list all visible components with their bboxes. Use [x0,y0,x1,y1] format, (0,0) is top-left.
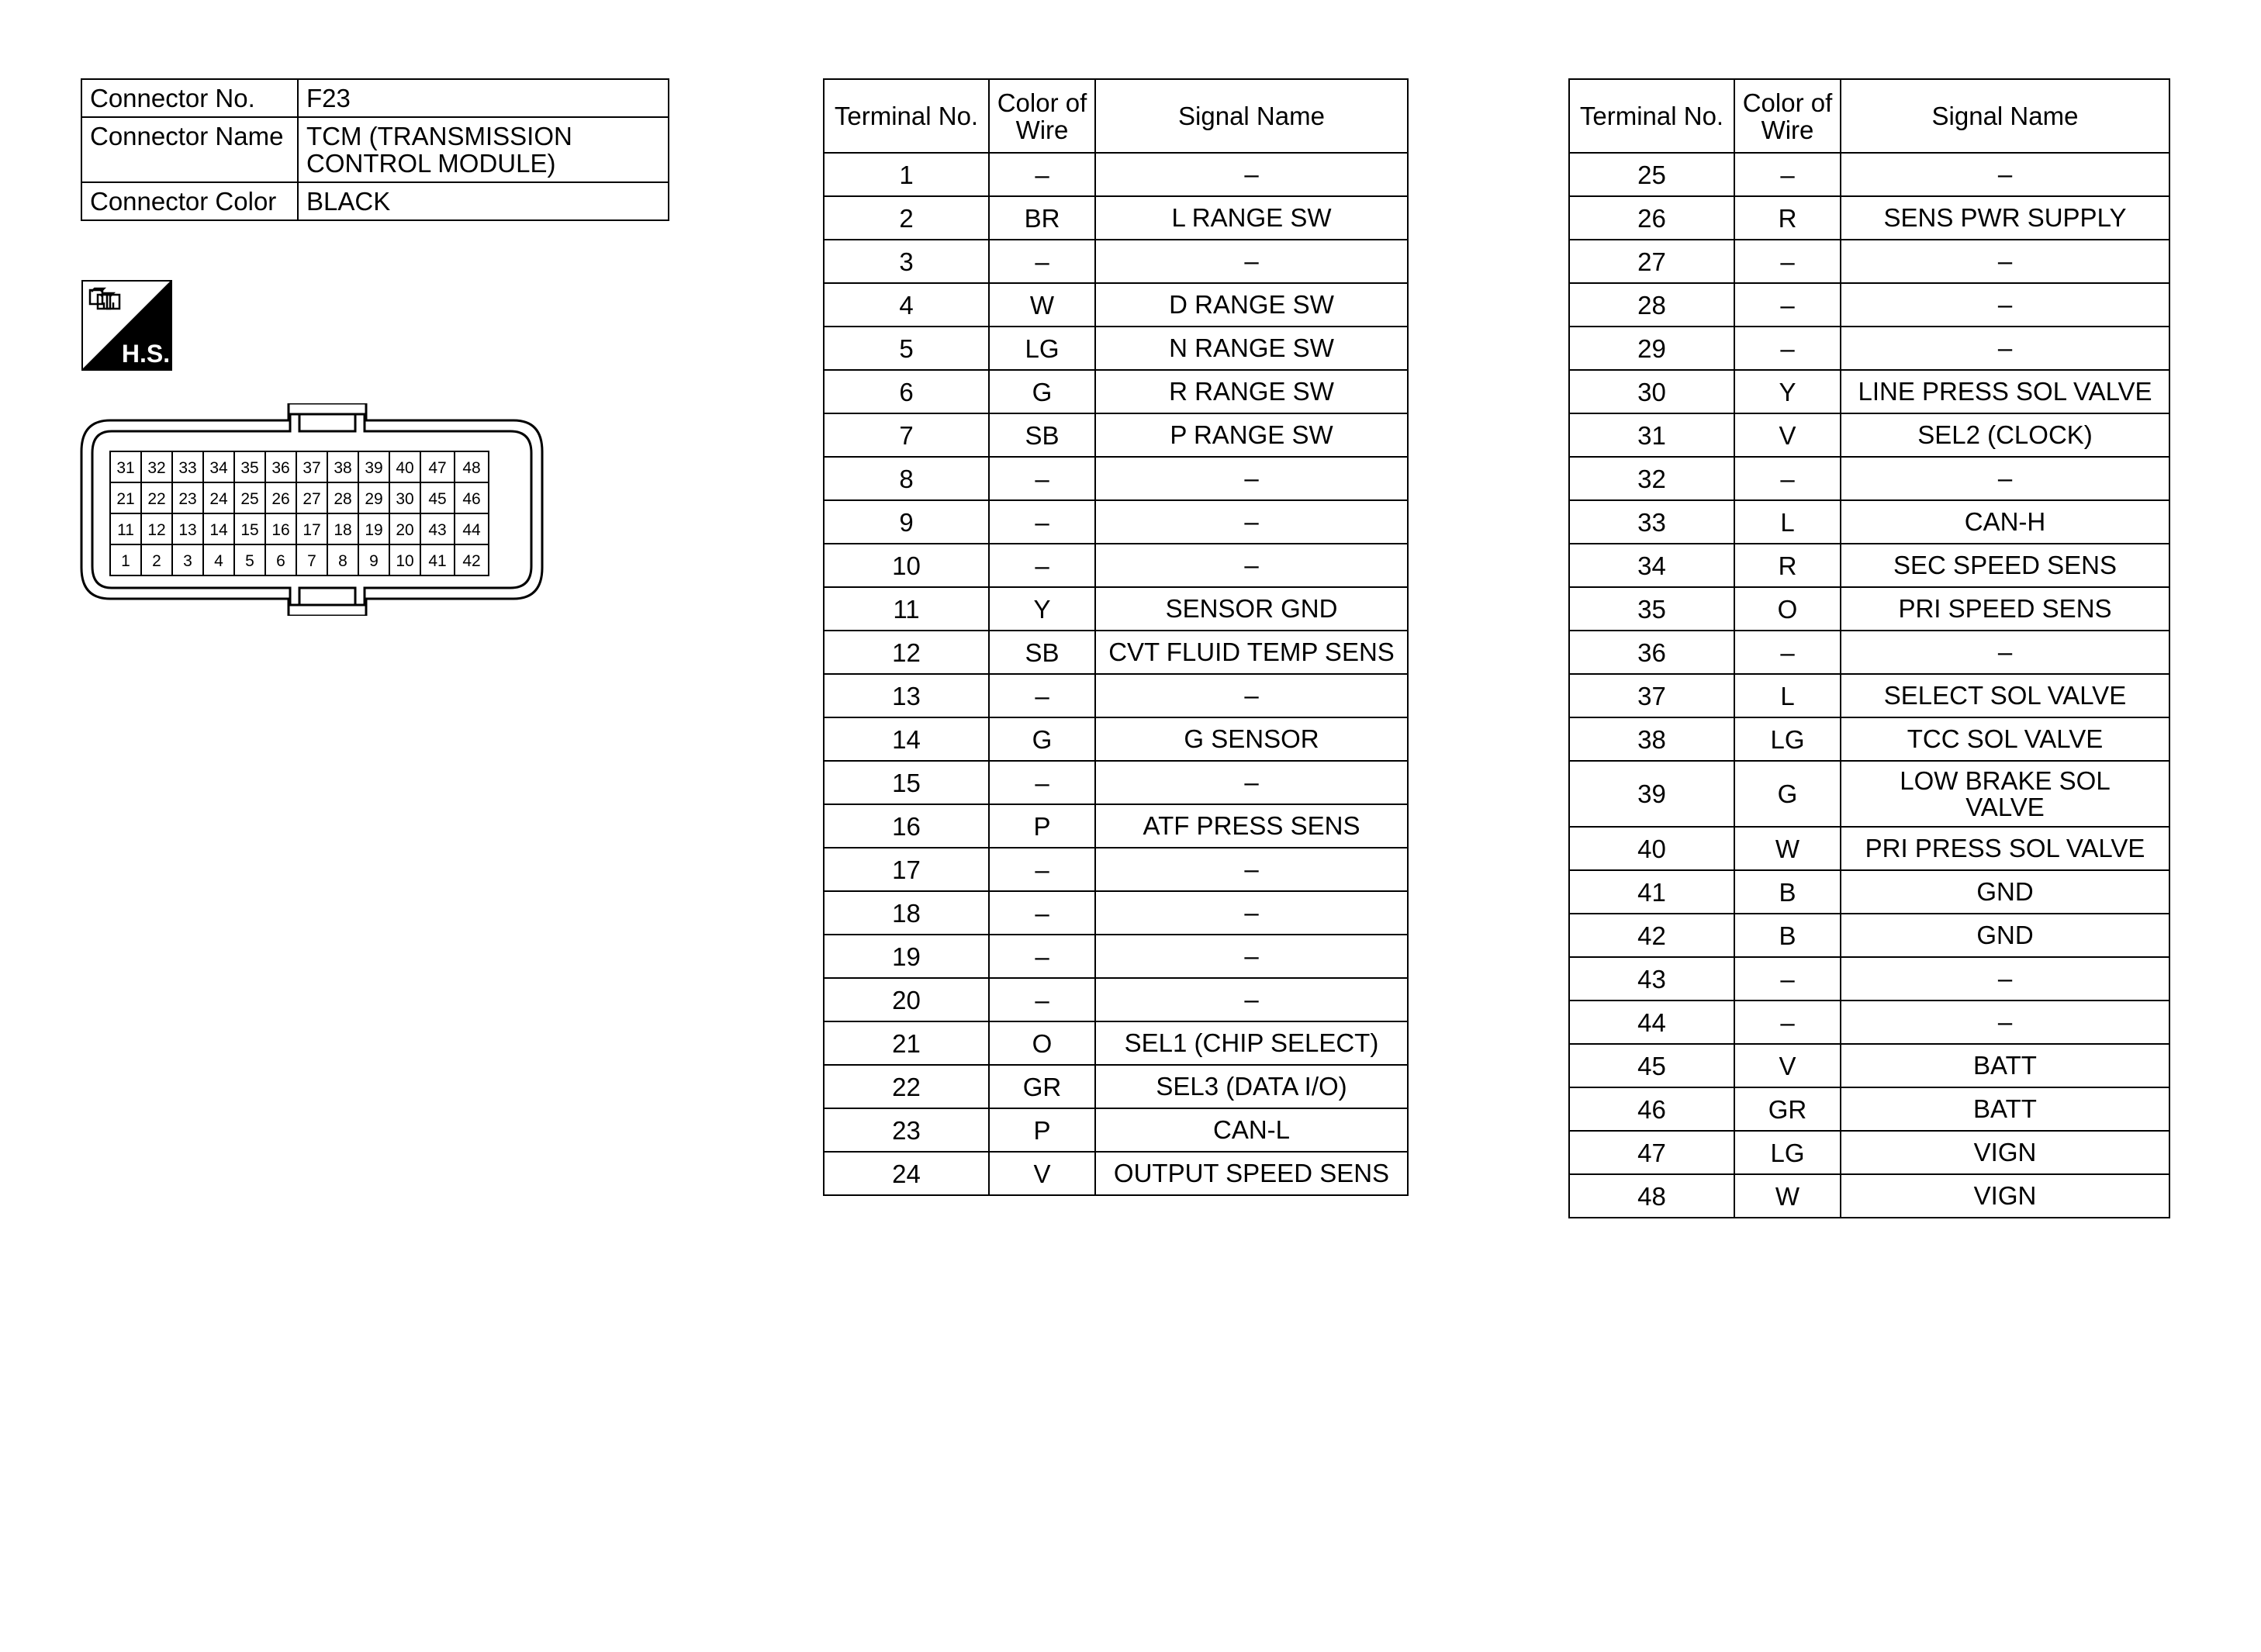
pin-number-label: 28 [334,490,352,508]
wire-color-cell: – [989,674,1095,717]
terminal-no-cell: 8 [824,457,989,500]
table-row [1569,761,2169,827]
signal-name-cell: – [1095,978,1408,1021]
pin-number-label: 8 [338,552,347,570]
wire-color-cell: – [989,457,1095,500]
table-row [1569,631,2169,674]
pin-number-label: 9 [369,552,379,570]
wire-color-cell: – [1734,240,1841,283]
table-row [824,153,1408,196]
table-row [824,370,1408,413]
wire-color-cell: – [989,848,1095,891]
pin-number-label: 48 [462,459,481,477]
signal-name-cell: – [1841,283,2169,327]
signal-name-cell: – [1095,674,1408,717]
wire-color-cell: R [1734,544,1841,587]
table-row [1569,1174,2169,1218]
table-row [824,935,1408,978]
wire-color-cell: – [989,761,1095,804]
signal-name-cell: ATF PRESS SENS [1095,804,1408,848]
wire-color-cell: P [989,804,1095,848]
terminal-no-cell: 5 [824,327,989,370]
wire-color-cell: – [989,153,1095,196]
terminal-no-cell: 42 [1569,914,1734,957]
wire-color-cell: R [1734,196,1841,240]
connector-name-label: Connector Name [81,117,298,182]
pin-grid [110,451,489,575]
wire-color-cell: V [1734,1044,1841,1087]
table-row [824,631,1408,674]
wire-color-cell: G [989,717,1095,761]
terminal-no-cell: 45 [1569,1044,1734,1087]
connector-name-value [298,117,669,182]
wire-color-cell: W [1734,827,1841,870]
pin-number-label: 47 [428,459,447,477]
table-row [1569,674,2169,717]
terminal-no-cell: 23 [824,1108,989,1152]
table-row [1569,500,2169,544]
pin-number-label: 32 [147,459,166,477]
wire-color-cell: L [1734,674,1841,717]
terminal-no-cell: 9 [824,500,989,544]
signal-name-header: Signal Name [1095,79,1408,153]
table-row [824,196,1408,240]
table-row [1569,957,2169,1001]
wire-color-cell: V [989,1152,1095,1195]
wire-color-header-line1: Color of [997,88,1087,117]
signal-name-cell: LINE PRESS SOL VALVE [1841,370,2169,413]
bottom-lock-tab [299,588,355,605]
pin-number-label: 4 [214,552,223,570]
wire-color-cell: – [1734,631,1841,674]
wire-color-cell: W [989,283,1095,327]
pin-number-label: 7 [307,552,316,570]
table-row [824,327,1408,370]
wire-color-cell: – [989,935,1095,978]
pin-number-label: 40 [396,459,414,477]
signal-name-cell: SEL2 (CLOCK) [1841,413,2169,457]
signal-name-cell: GND [1841,914,2169,957]
pin-number-label: 44 [462,521,481,539]
pin-number-label: 27 [303,490,321,508]
table-row [824,1152,1408,1195]
terminal-no-cell: 27 [1569,240,1734,283]
signal-name-cell: – [1841,457,2169,500]
pin-number-label: 6 [276,552,285,570]
signal-name-cell: BATT [1841,1087,2169,1131]
terminal-no-cell: 17 [824,848,989,891]
terminal-no-cell: 39 [1569,761,1734,827]
table-row [1569,914,2169,957]
signal-name-cell: – [1841,327,2169,370]
terminal-no-cell: 6 [824,370,989,413]
pin-number-label: 22 [147,490,166,508]
table-row [1569,413,2169,457]
wire-color-cell: – [1734,457,1841,500]
wire-color-cell: O [989,1021,1095,1065]
signal-name-cell: G SENSOR [1095,717,1408,761]
wire-color-cell: L [1734,500,1841,544]
terminal-no-cell: 37 [1569,674,1734,717]
table-row [1569,283,2169,327]
wire-color-header [1734,79,1841,153]
pin-number-label: 36 [271,459,290,477]
wire-color-cell: SB [989,631,1095,674]
table-row [1569,240,2169,283]
connector-color-label: Connector Color [81,182,298,220]
pin-table-header [1569,79,2169,153]
signal-name-cell: – [1841,957,2169,1001]
pin-number-label: 45 [428,490,447,508]
wire-color-cell: – [989,240,1095,283]
wire-color-cell: – [1734,283,1841,327]
wire-color-cell: LG [1734,1131,1841,1174]
table-row [824,1065,1408,1108]
pin-number-label: 1 [121,552,130,570]
pin-number-label: 17 [303,521,321,539]
table-row [1569,587,2169,631]
table-row [1569,457,2169,500]
pin-number-label: 16 [271,521,290,539]
signal-name-cell: – [1095,848,1408,891]
terminal-no-cell: 29 [1569,327,1734,370]
wire-color-cell: – [1734,957,1841,1001]
pin-table-1-24 [823,78,1409,1196]
terminal-no-cell: 12 [824,631,989,674]
table-row [1569,870,2169,914]
signal-name-cell: CVT FLUID TEMP SENS [1095,631,1408,674]
wire-color-header-line2: Wire [1015,115,1069,144]
terminal-no-cell: 43 [1569,957,1734,1001]
wire-color-cell: – [1734,327,1841,370]
table-row [824,500,1408,544]
table-row [1569,544,2169,587]
wire-color-cell: P [989,1108,1095,1152]
signal-name-cell: SENS PWR SUPPLY [1841,196,2169,240]
terminal-no-cell: 21 [824,1021,989,1065]
top-lock-tab [299,414,355,431]
table-row [824,240,1408,283]
wire-color-cell: G [989,370,1095,413]
pin-number-label: 26 [271,490,290,508]
signal-name-cell: – [1841,631,2169,674]
table-row [824,457,1408,500]
terminal-no-cell: 48 [1569,1174,1734,1218]
terminal-no-cell: 34 [1569,544,1734,587]
signal-name-cell: CAN-L [1095,1108,1408,1152]
signal-name-cell: CAN-H [1841,500,2169,544]
signal-name-cell: SEC SPEED SENS [1841,544,2169,587]
terminal-no-cell: 31 [1569,413,1734,457]
terminal-no-cell: 38 [1569,717,1734,761]
terminal-no-cell: 16 [824,804,989,848]
pin-number-label: 13 [178,521,197,539]
wire-color-cell: LG [989,327,1095,370]
table-row [1569,196,2169,240]
terminal-no-cell: 33 [1569,500,1734,544]
table-row [1569,153,2169,196]
pin-number-label: 20 [396,521,414,539]
terminal-no-cell: 46 [1569,1087,1734,1131]
signal-name-cell: – [1095,457,1408,500]
connector-name-line2: CONTROL MODULE) [306,149,556,178]
signal-name-cell: PRI SPEED SENS [1841,587,2169,631]
signal-name-cell: – [1095,891,1408,935]
wire-color-cell: LG [1734,717,1841,761]
wire-color-cell: – [989,544,1095,587]
signal-name-cell: D RANGE SW [1095,283,1408,327]
pin-number-label: 5 [245,552,254,570]
signal-name-line1: LOW BRAKE SOL [1900,766,2111,795]
terminal-no-cell: 13 [824,674,989,717]
pin-number-label: 41 [428,552,447,570]
wire-color-cell: W [1734,1174,1841,1218]
table-row [1569,1087,2169,1131]
connector-name-line1: TCM (TRANSMISSION [306,122,572,150]
terminal-no-cell: 4 [824,283,989,327]
wire-color-cell: O [1734,587,1841,631]
table-row [824,1108,1408,1152]
pin-number-label: 10 [396,552,414,570]
pin-number-label: 31 [116,459,135,477]
pin-number-label: 35 [240,459,259,477]
terminal-no-cell: 10 [824,544,989,587]
signal-name-cell: – [1095,761,1408,804]
table-row [824,1021,1408,1065]
signal-name-cell: – [1841,240,2169,283]
wire-color-cell: G [1734,761,1841,827]
terminal-no-header: Terminal No. [824,79,989,153]
terminal-no-cell: 32 [1569,457,1734,500]
connector-no-value: F23 [298,79,669,117]
connector-no-label: Connector No. [81,79,298,117]
wire-color-cell: – [989,891,1095,935]
connector-name-row [81,117,669,182]
pin-number-label: 15 [240,521,259,539]
table-row [824,413,1408,457]
wire-color-header [989,79,1095,153]
signal-name-cell: SENSOR GND [1095,587,1408,631]
terminal-no-cell: 44 [1569,1001,1734,1044]
signal-name-cell: VIGN [1841,1174,2169,1218]
table-row [1569,370,2169,413]
wire-color-cell: Y [989,587,1095,631]
pin-number-label: 37 [303,459,321,477]
table-row [1569,327,2169,370]
signal-name-cell: SEL1 (CHIP SELECT) [1095,1021,1408,1065]
table-row [824,804,1408,848]
terminal-no-cell: 30 [1569,370,1734,413]
signal-name-cell: PRI PRESS SOL VALVE [1841,827,2169,870]
pin-table-header [824,79,1408,153]
signal-name-cell: – [1095,544,1408,587]
terminal-no-header: Terminal No. [1569,79,1734,153]
wire-color-cell: B [1734,914,1841,957]
signal-name-cell: SELECT SOL VALVE [1841,674,2169,717]
table-row [824,544,1408,587]
table-row [824,283,1408,327]
wire-color-cell: – [1734,153,1841,196]
signal-name-cell: – [1841,1001,2169,1044]
terminal-no-cell: 24 [824,1152,989,1195]
harness-side-connector-icon [81,279,173,372]
terminal-no-cell: 36 [1569,631,1734,674]
terminal-no-cell: 26 [1569,196,1734,240]
signal-name-cell: – [1841,153,2169,196]
signal-name-cell: – [1095,153,1408,196]
pin-number-label: 12 [147,521,166,539]
wire-color-cell: – [1734,1001,1841,1044]
signal-name-cell: P RANGE SW [1095,413,1408,457]
terminal-no-cell: 18 [824,891,989,935]
signal-name-cell: – [1095,935,1408,978]
wire-color-cell: GR [989,1065,1095,1108]
pin-number-label: 46 [462,490,481,508]
wire-color-cell: V [1734,413,1841,457]
connector-color-value: BLACK [298,182,669,220]
pin-number-label: 24 [209,490,228,508]
terminal-no-cell: 1 [824,153,989,196]
wire-color-header-line1: Color of [1742,88,1833,117]
pin-number-label: 30 [396,490,414,508]
pin-number-label: 18 [334,521,352,539]
table-row [824,978,1408,1021]
terminal-no-cell: 19 [824,935,989,978]
pin-number-label: 2 [152,552,161,570]
connector-face-diagram [79,403,545,616]
pin-number-label: 14 [209,521,228,539]
pin-number-label: 19 [365,521,383,539]
wire-color-cell: B [1734,870,1841,914]
signal-name-header: Signal Name [1841,79,2169,153]
terminal-no-cell: 11 [824,587,989,631]
wire-color-header-line2: Wire [1761,115,1814,144]
table-row [1569,1044,2169,1087]
table-row [824,848,1408,891]
terminal-no-cell: 40 [1569,827,1734,870]
terminal-no-cell: 3 [824,240,989,283]
pin-number-label: 43 [428,521,447,539]
pin-number-label: 23 [178,490,197,508]
terminal-no-cell: 25 [1569,153,1734,196]
signal-name-cell: GND [1841,870,2169,914]
signal-name-cell: SEL3 (DATA I/O) [1095,1065,1408,1108]
signal-name-cell: – [1095,500,1408,544]
terminal-no-cell: 20 [824,978,989,1021]
signal-name-cell: BATT [1841,1044,2169,1087]
terminal-no-cell: 35 [1569,587,1734,631]
table-row [1569,827,2169,870]
signal-name-cell: VIGN [1841,1131,2169,1174]
hs-icon-label: H.S. [121,340,171,368]
wire-color-cell: GR [1734,1087,1841,1131]
signal-name-cell: N RANGE SW [1095,327,1408,370]
table-row [824,587,1408,631]
connector-info-table [81,78,669,221]
table-row [824,674,1408,717]
wire-color-cell: – [989,978,1095,1021]
signal-name-cell: OUTPUT SPEED SENS [1095,1152,1408,1195]
pin-number-label: 3 [183,552,192,570]
wire-color-cell: BR [989,196,1095,240]
signal-name-cell: TCC SOL VALVE [1841,717,2169,761]
table-row [824,761,1408,804]
pin-number-label: 42 [462,552,481,570]
pin-number-label: 21 [116,490,135,508]
table-row [824,891,1408,935]
table-row [1569,717,2169,761]
terminal-no-cell: 7 [824,413,989,457]
signal-name-cell: L RANGE SW [1095,196,1408,240]
connector-color-row [81,182,669,220]
pin-number-label: 39 [365,459,383,477]
wire-color-cell: Y [1734,370,1841,413]
terminal-no-cell: 47 [1569,1131,1734,1174]
terminal-no-cell: 2 [824,196,989,240]
pin-number-label: 29 [365,490,383,508]
signal-name-cell: – [1095,240,1408,283]
pin-number-label: 33 [178,459,197,477]
terminal-no-cell: 15 [824,761,989,804]
pin-number-label: 38 [334,459,352,477]
terminal-no-cell: 28 [1569,283,1734,327]
table-row [1569,1001,2169,1044]
pin-number-label: 34 [209,459,228,477]
terminal-no-cell: 22 [824,1065,989,1108]
pin-number-label: 25 [240,490,259,508]
signal-name-cell [1841,761,2169,827]
wire-color-cell: – [989,500,1095,544]
table-row [1569,1131,2169,1174]
wire-color-cell: SB [989,413,1095,457]
signal-name-cell: R RANGE SW [1095,370,1408,413]
table-row [824,717,1408,761]
terminal-no-cell: 41 [1569,870,1734,914]
connector-no-row [81,79,669,117]
pin-number-label: 11 [117,521,134,539]
terminal-no-cell: 14 [824,717,989,761]
signal-name-line2: VALVE [1965,792,2045,821]
pin-table-25-48 [1568,78,2170,1218]
